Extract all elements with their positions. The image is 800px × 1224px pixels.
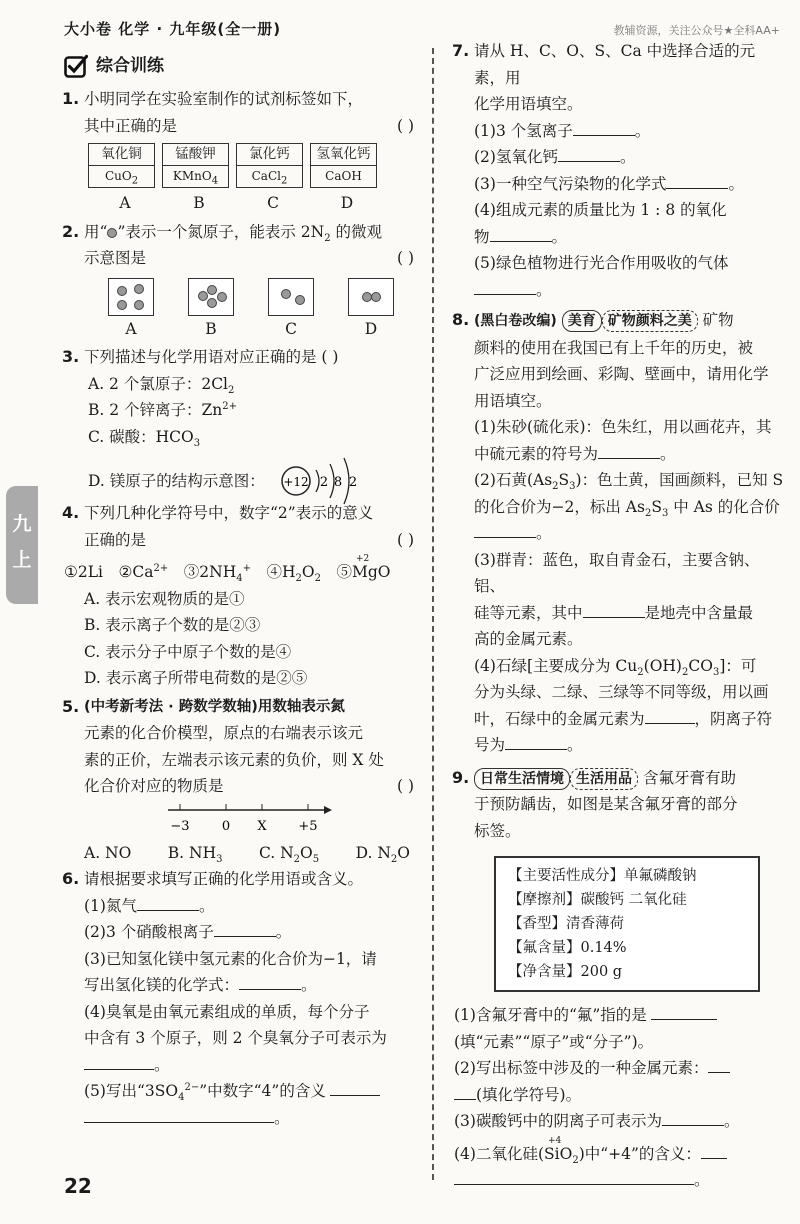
question-9: 9. 日常生活情境 生活用品 含氟牙膏有助 于预防龋齿，如图是某含氟牙膏的部分 标签。 xyxy=(454,765,784,845)
option-letter: C xyxy=(267,194,279,212)
q3-text: 下列描述与化学用语对应正确的是 ( ) xyxy=(84,348,339,366)
answer-blank[interactable] xyxy=(84,1105,274,1123)
question-number: 5. xyxy=(62,696,80,716)
q4-symbols: ①2Li $②Ca^{2+}$ $③2NH_4^+$ $④H_2O_2$ ⑤ +2 MgO xyxy=(64,554,391,585)
answer-blank[interactable] xyxy=(454,1082,476,1100)
right-column xyxy=(452,41,784,1194)
answer-bracket: ( ) xyxy=(396,116,414,135)
section-header xyxy=(64,50,414,82)
option-letters xyxy=(88,190,414,217)
side-tab-line2: 上 xyxy=(12,549,32,571)
answer-blank[interactable] xyxy=(583,600,645,618)
question-4: 4. 下列几种化学符号中，数字“2”表示的意义 正确的是 ( ) xyxy=(64,500,414,553)
answer-bracket: ( ) xyxy=(396,530,414,549)
reagent-label: 氢氧化钙 CaOH xyxy=(310,143,377,188)
q3-option: A. 2 个氯原子：$2Cl_2$ xyxy=(88,374,235,396)
q4-option: B. 表示离子个数的是②③ xyxy=(84,616,261,634)
question-number: 2. xyxy=(62,221,80,241)
svg-text:2: 2 xyxy=(348,475,358,490)
option-letter: A xyxy=(119,194,131,212)
question-number: 9. xyxy=(452,767,470,787)
tag-chip: 日常生活情境 xyxy=(474,768,570,790)
question-2 xyxy=(64,219,414,272)
question-number: 1. xyxy=(62,89,80,108)
question-8: 8. (黑白卷改编) 美育 矿物颜料之美 矿物 颜料的使用在我国已有上千年的历史，被 广泛应用到绘画、彩陶、壁画中，请用化学 用语填空。 (1)朱砂(硫化汞)：色朱红，用以画花卉，其 中硫元素的符号为 。 (2)石黄$(As_2S_3)$：色土黄，国画颜料，已知 S 的化合价为−2，标出 $As_2S_3$ 中 As 的化合价 。 (3)群青：蓝色，取自青金石，主要含钠、铝、 硅等元素，其中 是地壳中含量最 高的金属元素。 (4)石绿[主要成分为 $Cu_2(OH)_2CO_3$]：可 分为头绿、二绿、三绿等不同等级，用以画 叶，石绿中的金属元素为 ，阴离子符 号为 。 xyxy=(454,307,784,759)
q1-text-line: 其中正确的是 ( ) xyxy=(84,113,414,140)
micro-box-c xyxy=(268,278,314,316)
answer-blank[interactable] xyxy=(645,706,695,724)
question-number: 7. xyxy=(452,41,470,60)
question-7: 7. 请从 H、C、O、S、Ca 中选择合适的元素，用 化学用语填空。 (1)3 个氢离子 。 (2)氢氧化钙 。 (3)一种空气污染物的化学式 。 (4)组成元素的质量比为 1 : 8 的氧化 物 。 (5)绿色植物进行光合作用吸收的气体 。 xyxy=(454,38,784,303)
checkbox-check-icon xyxy=(64,54,88,78)
svg-text:2: 2 xyxy=(319,475,329,490)
micro-box-d xyxy=(348,278,394,316)
answer-blank[interactable] xyxy=(330,1078,380,1096)
q5-options: A. NO B. $NH_3$ C. $N_2O_5$ D. $N_2O$ xyxy=(84,843,410,865)
page-number: 22 xyxy=(64,1174,92,1198)
q4-option: A. 表示宏观物质的是① xyxy=(84,589,245,608)
option-letters: A B C D xyxy=(125,319,378,338)
question-5: 5. (中考新考法 · 跨数学数轴)用数轴表示氮 元素的化合价模型，原点的右端表示该元 素的正价，左端表示该元素的负价，则 X 处 化合价对应的物质是 ( ) xyxy=(64,694,414,800)
micro-diagrams xyxy=(108,278,414,316)
question-number: 6. xyxy=(62,869,80,888)
answer-blank[interactable] xyxy=(214,919,276,937)
answer-bracket: ( ) xyxy=(396,249,414,267)
reagent-label: 锰酸钾 KMnO$_4$ xyxy=(162,143,229,188)
svg-text:8: 8 xyxy=(333,475,343,490)
header-watermark: 教辅资源，关注公众号★全科AA+ xyxy=(613,24,780,37)
q2-text-line: 示意图是 ( ) xyxy=(84,245,414,272)
answer-blank[interactable] xyxy=(454,1167,694,1185)
question-number: 4. xyxy=(62,503,80,522)
q3-option: C. 碳酸：$HCO_3$ xyxy=(88,427,201,449)
axis-tick-label: X xyxy=(257,818,267,834)
axis-tick-label: 0 xyxy=(221,818,231,834)
side-tab-line1: 九 xyxy=(12,513,32,535)
answer-blank[interactable] xyxy=(666,171,728,189)
q2-text-line: 用“ ”表示一个氮原子，能表示 $2N_2$ 的微观 xyxy=(84,222,383,244)
answer-blank[interactable] xyxy=(474,520,536,538)
section-title: 综合训练 xyxy=(96,55,164,76)
question-3 xyxy=(62,344,414,490)
option-letter: B xyxy=(193,194,205,212)
answer-blank[interactable] xyxy=(651,1002,717,1020)
reagent-label: 氧化铜 CuO$_2$ xyxy=(88,143,155,188)
axis-tick-label: −3 xyxy=(170,818,190,834)
svg-text:+12: +12 xyxy=(283,475,309,489)
tag-chip: 生活用品 xyxy=(570,768,638,790)
question-6: 6. 请根据要求填写正确的化学用语或含义。 (1)氮气 。 (2)3 个硝酸根离子 。 (3)已知氢化镁中氢元素的化合价为−1，请 写出氢化镁的化学式： 。 (4)臭氧是由氧元素组成的单质，每个分子 中含有 3 个原子，则 2 个臭氧分子可表示为 。 (5)写出“$3SO_4^{2-}$”中数字“4”的含义 。 xyxy=(64,866,414,1131)
question-number: 3. xyxy=(62,347,80,366)
answer-blank[interactable] xyxy=(598,441,660,459)
source-tag: (黑白卷改编) xyxy=(474,313,557,329)
column-divider xyxy=(432,48,434,1180)
answer-blank[interactable] xyxy=(708,1055,730,1073)
micro-box-b xyxy=(188,278,234,316)
answer-blank[interactable] xyxy=(239,972,301,990)
q3-option: B. 2 个锌离子：$Zn^{2+}$ xyxy=(88,400,238,419)
question-number: 8. xyxy=(452,310,470,329)
answer-blank[interactable] xyxy=(137,893,199,911)
answer-blank[interactable] xyxy=(558,144,620,162)
q1-text-line: 小明同学在实验室制作的试剂标签如下， xyxy=(84,90,364,108)
number-axis xyxy=(164,800,404,840)
q9-items: (1)含氟牙膏中的“氟”指的是 (填“元素”“原子”或“分子”)。 (2)写出标签中涉及的一种金属元素： (填化学符号)。 (3)碳酸钙中的阴离子可表示为 。 (4)二氧化硅( +4 SiO$_2$)中“+4”的含义： 。 xyxy=(454,1002,784,1194)
answer-blank[interactable] xyxy=(84,1052,154,1070)
reagent-labels xyxy=(88,143,414,188)
q3-option-d: D. 镁原子的结构示意图： +12 2 8 2 xyxy=(84,450,414,486)
tag-chip: 矿物颜料之美 xyxy=(602,310,698,332)
reagent-label: 氯化钙 CaCl$_2$ xyxy=(236,143,303,188)
answer-bracket: ( ) xyxy=(396,777,414,795)
answer-blank[interactable] xyxy=(573,118,635,136)
q4-option: C. 表示分子中原子个数的是④ xyxy=(84,642,292,661)
tag-chip: 美育 xyxy=(562,310,602,332)
option-letter: D xyxy=(340,194,354,212)
question-1 xyxy=(64,86,414,139)
header-title: 大小卷 化学 · 九年级(全一册) xyxy=(64,20,282,38)
answer-blank[interactable] xyxy=(474,277,536,295)
axis-tick-label: +5 xyxy=(298,818,318,834)
left-column xyxy=(64,50,414,1131)
answer-blank[interactable] xyxy=(505,732,567,750)
micro-box-a xyxy=(108,278,154,316)
answer-blank[interactable] xyxy=(662,1108,724,1126)
toothpaste-label-box: 【主要活性成分】单氟磷酸钠 【摩擦剂】碳酸钙 二氧化硅 【香型】清香薄荷 【氟含量】0.14% 【净含量】200 g xyxy=(494,856,760,992)
answer-blank[interactable] xyxy=(701,1141,727,1159)
answer-blank[interactable] xyxy=(490,224,552,242)
q4-option: D. 表示离子所带电荷数的是②⑤ xyxy=(84,669,308,687)
grade-side-tab xyxy=(6,486,38,604)
